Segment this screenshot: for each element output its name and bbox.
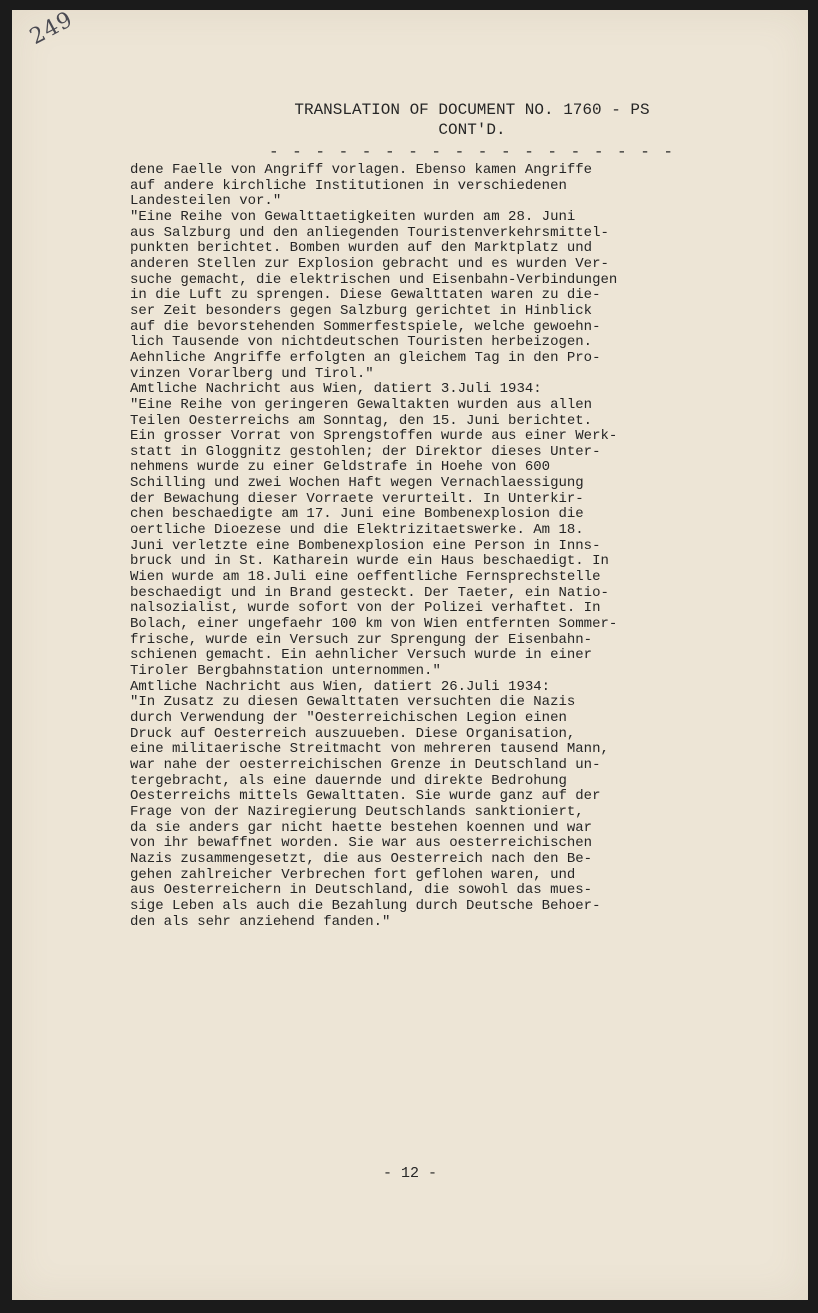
text-line: vinzen Vorarlberg und Tirol."	[130, 365, 374, 382]
text-line: bruck und in St. Katharein wurde ein Haus beschaedigt. In	[130, 553, 609, 570]
text-line: sige Leben als auch die Bezahlung durch Deutsche Behoer-	[130, 897, 601, 914]
page-number: - 12 -	[382, 1165, 437, 1182]
text-line: gehen zahlreicher Verbrechen fort geflohen waren, und	[130, 866, 576, 883]
document-title: TRANSLATION OF DOCUMENT NO. 1760 - PS	[294, 101, 650, 119]
text-line: schienen gemacht. Ein aehnlicher Versuch wurde in einer	[130, 647, 593, 664]
text-line: chen beschaedigte am 17. Juni eine Bombenexplosion die	[130, 506, 584, 523]
text-line: oertliche Dioezese und die Elektrizitaetswerke. Am 18.	[130, 522, 584, 539]
text-line: nalsozialist, wurde sofort von der Polizei verhaftet. In	[130, 600, 601, 617]
text-line: tergebracht, als eine dauernde und direkte Bedrohung	[130, 772, 567, 789]
text-line: der Bewachung dieser Vorraete verurteilt. In Unterkir-	[130, 490, 584, 507]
text-line: auf die bevorstehenden Sommerfestspiele, welche gewoehn-	[130, 318, 601, 335]
text-line: war nahe der oesterreichischen Grenze in Deutschland un-	[130, 756, 601, 773]
text-line: Druck auf Oesterreich auszuueben. Diese Organisation,	[130, 725, 576, 742]
text-line: da sie anders gar nicht haette bestehen koennen und war	[130, 819, 593, 836]
text-line: Amtliche Nachricht aus Wien, datiert 3.Juli 1934:	[130, 381, 542, 398]
text-line: beschaedigt und in Brand gesteckt. Der Taeter, ein Natio-	[130, 584, 609, 601]
text-line: Oesterreichs mittels Gewalttaten. Sie wurde ganz auf der	[130, 788, 601, 805]
text-line: statt in Gloggnitz gestohlen; der Direktor dieses Unter-	[130, 443, 601, 460]
text-line: lich Tausende von nichtdeutschen Touristen herbeizogen.	[130, 334, 593, 351]
text-line: dene Faelle von Angriff vorlagen. Ebenso kamen Angriffe	[130, 162, 593, 178]
text-line: Ein grosser Vorrat von Sprengstoffen wurde aus einer Werk-	[130, 428, 618, 445]
text-line: anderen Stellen zur Explosion gebracht und es wurden Ver-	[130, 255, 609, 272]
header-rule: - - - - - - - - - - - - - - - - - -	[268, 143, 676, 161]
text-line: von ihr bewaffnet worden. Sie war aus oesterreichischen	[130, 835, 593, 852]
text-line: "Eine Reihe von geringeren Gewaltakten wurden aus allen	[130, 396, 593, 413]
text-line: Amtliche Nachricht aus Wien, datiert 26.Juli 1934:	[130, 678, 551, 695]
text-line: Nazis zusammengesetzt, die aus Oesterreich nach den Be-	[130, 850, 593, 867]
text-line: eine militaerische Streitmacht von mehreren tausend Mann,	[130, 741, 609, 758]
text-line: suche gemacht, die elektrischen und Eisenbahn-Verbindungen	[130, 271, 618, 288]
text-line: Bolach, einer ungefaehr 100 km von Wien entfernten Sommer-	[130, 616, 618, 633]
text-line: frische, wurde ein Versuch zur Sprengung der Eisenbahn-	[130, 631, 593, 648]
text-line: Landesteilen vor."	[130, 193, 282, 210]
document-page	[12, 6, 808, 1300]
text-line: Schilling und zwei Wochen Haft wegen Vernachlaessigung	[130, 475, 584, 492]
text-line: nehmens wurde zu einer Geldstrafe in Hoehe von 600	[130, 459, 551, 476]
text-line: den als sehr anziehend fanden."	[130, 913, 391, 930]
text-line: Frage von der Naziregierung Deutschlands sanktioniert,	[130, 803, 584, 820]
document-subtitle: CONT'D.	[438, 121, 506, 139]
text-line: auf andere kirchliche Institutionen in verschiedenen	[130, 177, 567, 194]
document-header	[142, 100, 802, 162]
text-line: punkten berichtet. Bomben wurden auf den Marktplatz und	[130, 240, 593, 257]
handwritten-folio-number: 249	[26, 6, 78, 51]
text-line: aus Salzburg und den anliegenden Touristenverkehrsmittel-	[130, 224, 609, 241]
text-line: Teilen Oesterreichs am Sonntag, den 15. Juni berichtet.	[130, 412, 593, 429]
text-line: "In Zusatz zu diesen Gewalttaten versuchten die Nazis	[130, 694, 576, 711]
text-line: aus Oesterreichern in Deutschland, die sowohl das mues-	[130, 882, 593, 899]
text-line: in die Luft zu sprengen. Diese Gewalttaten waren zu die-	[130, 287, 601, 304]
document-body	[130, 163, 730, 930]
text-line: Aehnliche Angriffe erfolgten an gleichem Tag in den Pro-	[130, 349, 601, 366]
text-line: Tiroler Bergbahnstation unternommen."	[130, 663, 441, 679]
text-line: "Eine Reihe von Gewalttaetigkeiten wurden am 28. Juni	[130, 208, 576, 225]
text-line: ser Zeit besonders gegen Salzburg gerichtet in Hinblick	[130, 302, 593, 319]
text-line: Juni verletzte eine Bombenexplosion eine Person in Inns-	[130, 537, 601, 554]
text-line: Wien wurde am 18.Juli eine oeffentliche Fernsprechstelle	[130, 569, 601, 586]
text-line: durch Verwendung der "Oesterreichischen Legion einen	[130, 709, 567, 726]
